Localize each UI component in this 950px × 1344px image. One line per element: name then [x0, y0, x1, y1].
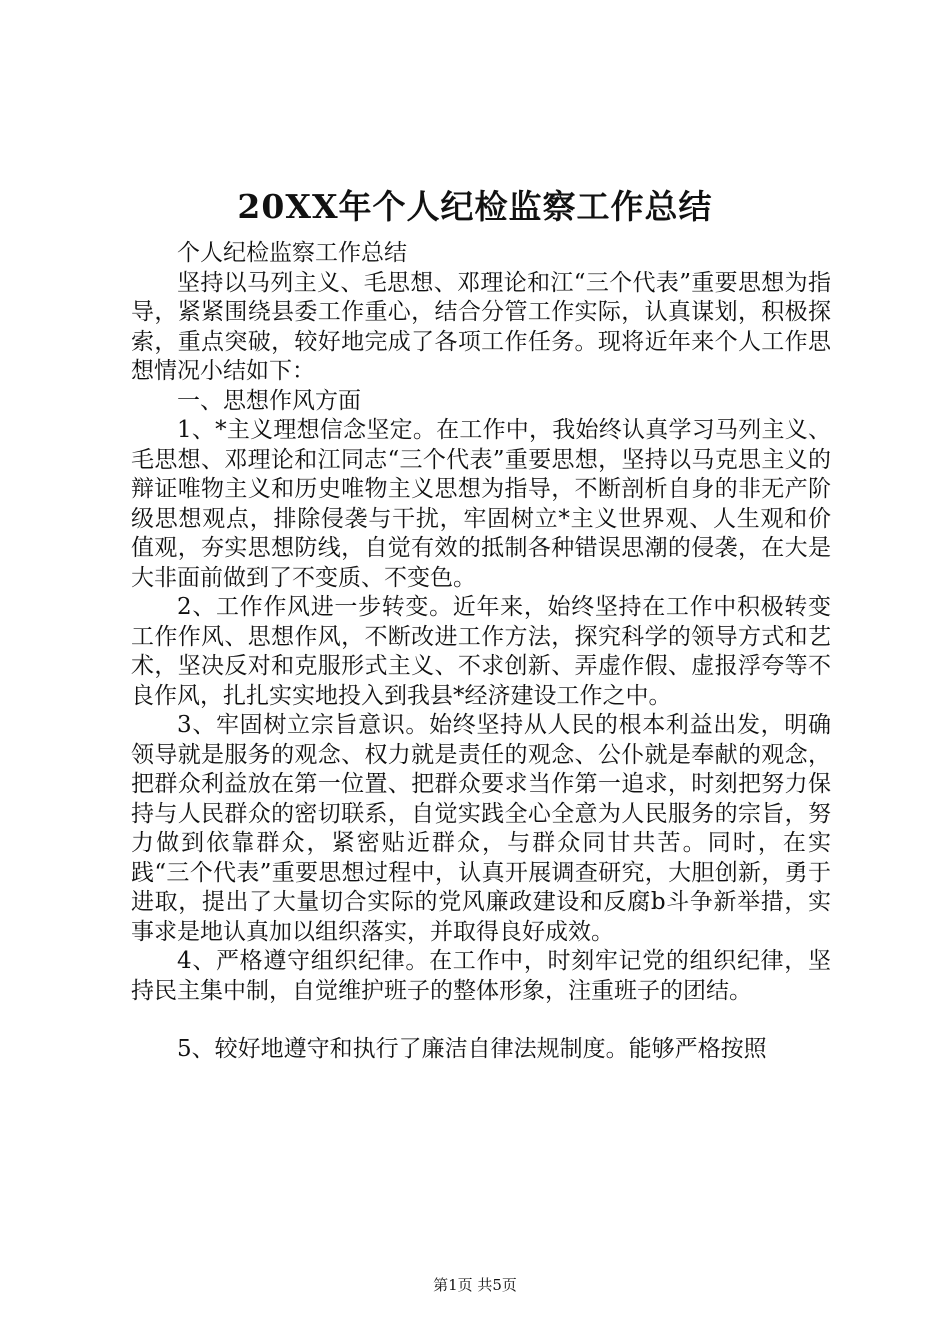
body-paragraph: 2、工作作风进一步转变。近年来，始终坚持在工作中积极转变工作作风、思想作风，不断改进工作方法，探究科学的领导方式和艺术，坚决反对和克服形式主义、不求创新、弄虚作假、虚报浮夸等不良作风，扎扎实实地投入到我县*经济建设工作之中。 [131, 594, 831, 709]
body-paragraph: 3、牢固树立宗旨意识。始终坚持从人民的根本利益出发，明确领导就是服务的观念、权力就是责任的观念、公仆就是奉献的观念，把群众利益放在第一位置、把群众要求当作第一追求，时刻把努力保持与人民群众的密切联系，自觉实践全心全意为人民服务的宗旨，努力做到依靠群众，紧密贴近群众，与群众同甘共苦。同时，在实践“三个代表”重要思想过程中，认真开展调查研究，大胆创新，勇于进取，提出了大量切合实际的党风廉政建设和反腐b斗争新举措，实事求是地认真加以组织落实，并取得良好成效。 [131, 712, 831, 945]
body-paragraph: 4、严格遵守组织纪律。在工作中，时刻牢记党的组织纪律，坚持民主集中制，自觉维护班子的整体形象，注重班子的团结。 [131, 948, 831, 1004]
document-title: 20XX年个人纪检监察工作总结 [237, 187, 713, 226]
body-paragraph: 5、较好地遵守和执行了廉洁自律法规制度。能够严格按照 [177, 1036, 767, 1062]
subtitle-paragraph: 个人纪检监察工作总结 [177, 240, 407, 266]
intro-paragraph: 坚持以马列主义、毛思想、邓理论和江“三个代表”重要思想为指导，紧紧围绕县委工作重心，结合分管工作实际，认真谋划，积极探索，重点突破，较好地完成了各项工作任务。现将近年来个人工作思想情况小结如下： [131, 269, 831, 384]
body-paragraph: 1、*主义理想信念坚定。在工作中，我始终认真学习马列主义、毛思想、邓理论和江同志“三个代表”重要思想，坚持以马克思主义的辩证唯物主义和历史唯物主义思想为指导，不断剖析自身的非无产阶级思想观点，排除侵袭与干扰，牢固树立*主义世界观、人生观和价值观，夯实思想防线，自觉有效的抵制各种错误思潮的侵袭，在大是大非面前做到了不变质、不变色。 [131, 417, 831, 591]
page-footer: 第1页 共5页 [433, 1276, 517, 1294]
document-body [131, 239, 831, 1065]
section-heading: 一、思想作风方面 [177, 387, 361, 414]
